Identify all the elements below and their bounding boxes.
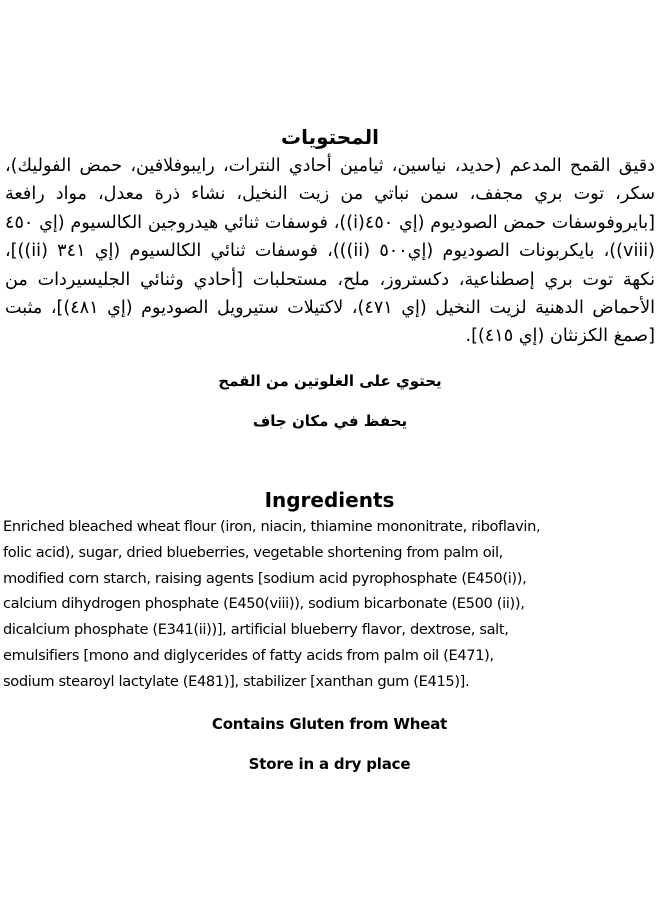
english-allergen-note: Contains Gluten from Wheat — [211, 714, 448, 733]
ingredients-line: calcium dihydrogen phosphate (E450(viii)), sodium bicarbonate (E500 (ii)), — [3, 595, 525, 613]
ingredients-line: dicalcium phosphate (E341(ii))], artificial blueberry flavor, dextrose, salt, — [3, 621, 509, 639]
english-section — [0, 486, 660, 775]
english-ingredients-text — [3, 514, 656, 695]
arabic-ingredients-text: دقيق القمح المدعم (حديد، نياسين، ثيامين أحادي النترات، رايبوفلافين، حمض الفوليك)، سكر، توت بري مجفف، سمن نباتي من زيت النخيل، نشاء ذرة معدل، مواد رافعة [بايروفوسفات حمض الصوديوم (إي ٤٥٠(i))، فوسفات ثنائي هيدروجين الكالسيوم (إي ٤٥٠ (viii))، بايكربونات الصوديوم (إي٥٠٠ (ii)))، فوسفات ثنائي الكالسيوم (إي ٣٤١ (ii))]، نكهة توت بري إصطناعية، دكستروز، ملح، مستحلبات [أحادي وثنائي الجليسيردات من الأحماض الدهنية لزيت النخيل (إي ٤٧١)، لاكتيلات ستيرويل الصوديوم (إي ٤٨١)]، مثبت [صمغ الكزنثان (إي ٤١٥)]. — [5, 156, 655, 347]
arabic-heading: المحتويات — [280, 125, 379, 149]
arabic-allergen-note: يحتوي على الغلوتين من القمح — [218, 371, 442, 390]
arabic-section — [0, 122, 660, 432]
ingredients-line: folic acid), sugar, dried blueberries, vegetable shortening from palm oil, — [3, 543, 503, 561]
ingredients-line: modified corn starch, raising agents [sodium acid pyrophosphate (E450(i)), — [3, 569, 527, 587]
ingredients-line: sodium stearoyl lactylate (E481)], stabilizer [xanthan gum (E415)]. — [3, 672, 470, 690]
english-heading: Ingredients — [264, 488, 395, 512]
ingredients-line: Enriched bleached wheat flour (iron, niacin, thiamine mononitrate, riboflavin, — [3, 518, 541, 535]
ingredients-line: emulsifiers [mono and diglycerides of fatty acids from palm oil (E471), — [3, 646, 494, 664]
english-storage-note: Store in a dry place — [248, 754, 411, 773]
arabic-storage-note: يحفظ في مكان جاف — [252, 411, 408, 430]
